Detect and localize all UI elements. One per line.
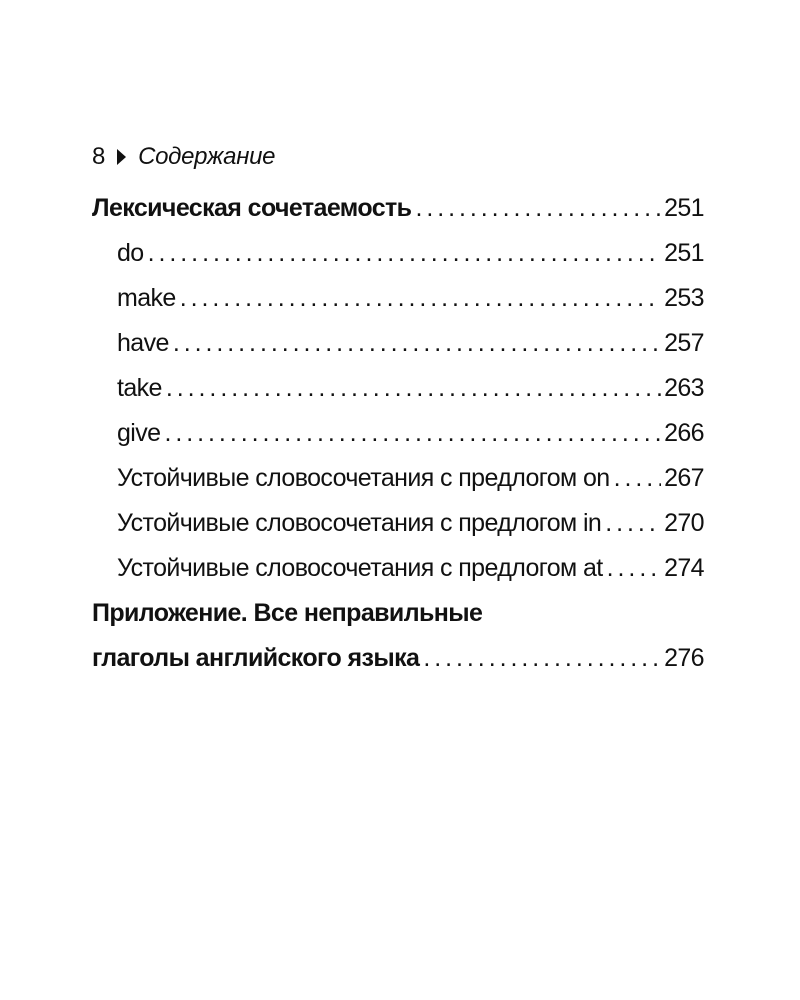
toc-entry-take[interactable] — [92, 366, 704, 411]
dot-leader — [180, 276, 661, 321]
dot-leader — [415, 186, 661, 231]
toc-entry-title: Устойчивые словосочетания с предлогом in — [117, 509, 602, 537]
toc-entry-page: 257 — [664, 329, 704, 357]
dot-leader — [605, 501, 661, 546]
dot-leader — [164, 411, 661, 456]
toc-entry-title: take — [117, 374, 162, 402]
dot-leader — [607, 546, 661, 591]
toc-entry-phrases-on[interactable] — [92, 456, 704, 501]
toc-entry-appendix[interactable] — [92, 636, 704, 681]
toc-entry-have[interactable] — [92, 321, 704, 366]
page-number: 8 — [92, 143, 106, 170]
toc-entry-page: 251 — [664, 194, 704, 222]
toc-entry-page: 267 — [664, 464, 704, 492]
toc-entry-title: глаголы английского языка — [92, 644, 420, 672]
dot-leader — [423, 636, 661, 681]
toc-entry-page: 253 — [664, 284, 704, 312]
toc-entry-title: make — [117, 284, 176, 312]
toc-entry-make[interactable] — [92, 276, 704, 321]
dot-leader — [614, 456, 661, 501]
toc-entry-page: 251 — [664, 239, 704, 267]
table-of-contents — [92, 186, 704, 681]
toc-entry-page: 270 — [664, 509, 704, 537]
toc-entry-lexical[interactable] — [92, 186, 704, 231]
toc-entry-page: 274 — [664, 554, 704, 582]
toc-entry-title: do — [117, 239, 144, 267]
toc-entry-phrases-in[interactable] — [92, 501, 704, 546]
running-header — [92, 142, 275, 172]
toc-entry-phrases-at[interactable] — [92, 546, 704, 591]
toc-entry-page: 263 — [664, 374, 704, 402]
toc-entry-title: Лексическая сочетаемость — [92, 194, 412, 222]
toc-entry-appendix-line1[interactable] — [92, 591, 704, 636]
section-title: Содержание — [138, 143, 276, 170]
toc-entry-do[interactable] — [92, 231, 704, 276]
toc-entry-title: Устойчивые словосочетания с предлогом on — [117, 464, 610, 492]
dot-leader — [166, 366, 661, 411]
toc-entry-page: 266 — [664, 419, 704, 447]
toc-entry-title: Приложение. Все неправильные — [92, 599, 483, 627]
toc-entry-page: 276 — [664, 644, 704, 672]
toc-entry-title: Устойчивые словосочетания с предлогом at — [117, 554, 603, 582]
toc-entry-give[interactable] — [92, 411, 704, 456]
dot-leader — [173, 321, 661, 366]
triangle-arrow-icon — [117, 149, 126, 165]
toc-entry-title: have — [117, 329, 169, 357]
toc-entry-title: give — [117, 419, 161, 447]
dot-leader — [148, 231, 661, 276]
